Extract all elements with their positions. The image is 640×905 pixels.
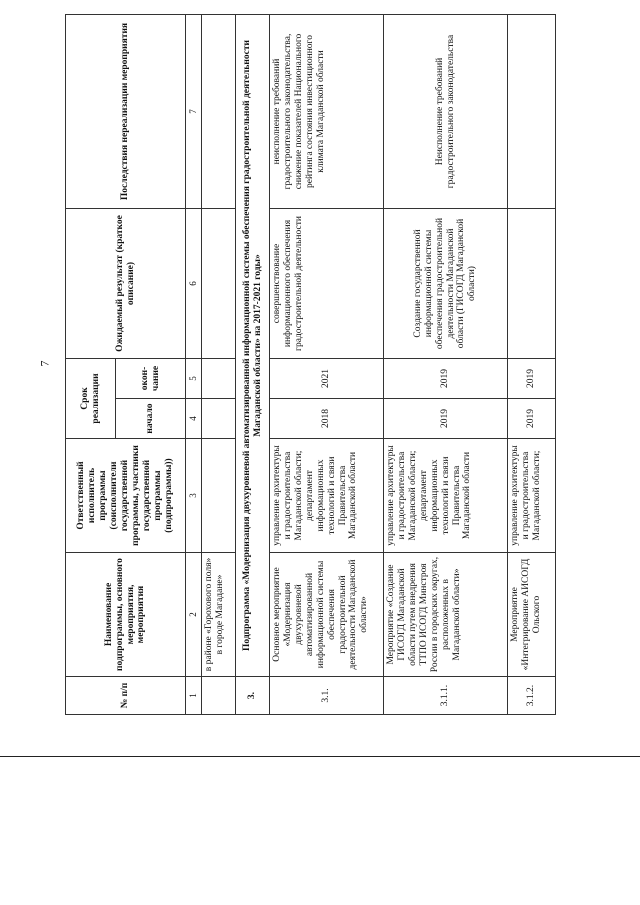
row-num: 3.1. [270,677,384,715]
row-name: Мероприятие «Создание ГИСОГД Магаданской области путем внедрения ТТПО ИСОГД Минстроя России в городских округах, расположенных в Магаданской области» [384,553,508,677]
row-responsible: управление архитектуры и градостроительства Магаданской области; [508,439,556,553]
subprogram-num: 3. [236,677,270,715]
row-name: Основное мероприятие «Модернизация двухуровневой автоматизированной информационной системы обеспечения градостроительной деятельности Магаданской области» [270,553,384,677]
measures-table [65,14,556,715]
header-consequences: Последствия нереализации мероприятия [66,15,186,209]
col-number: 1 [186,677,202,715]
row-consequences: неисполнение требований градостроительного законодательства, снижение показателей Национального рейтинга состояния инвестиционного климата Магаданской области [270,15,384,209]
subprogram-title: Подпрограмма «Модернизация двухуровневой автоматизированной информационной системы обеспечения градостроительной деятельности Магаданской области» на 2017-2021 годы» [236,15,270,677]
row-name: Мероприятие «Интегрирование АИСОГД Ольского [508,553,556,677]
row-start: 2019 [508,399,556,439]
header-start: начало [116,399,186,439]
row-num: 3.1.1. [384,677,508,715]
row-end: 2019 [508,359,556,399]
col-number: 7 [186,15,202,209]
header-responsible: Ответственный исполнитель программы (соисполнители государственной программы, участники государственной программы (подпрограммы)) [66,439,186,553]
header-name: Наименование подпрограммы, основного мероприятия, мероприятия [66,553,186,677]
col-number: 3 [186,439,202,553]
carryover-name: в районе «Горохового поля» в городе Магадане» [202,553,236,677]
col-number: 4 [186,399,202,439]
header-result: Ожидаемый результат (краткое описание) [66,209,186,359]
row-result: совершенствование информационного обеспечения градостроительной деятельности [270,209,384,359]
row-end: 2021 [270,359,384,399]
page-divider [0,756,640,757]
col-number: 5 [186,359,202,399]
header-end: окон-чание [116,359,186,399]
row-responsible: управление архитектуры и градостроительства Магаданской области; департамент информационных технологий и связи Правительства Магаданской области [270,439,384,553]
header-num: № п/п [66,677,186,715]
row-consequences: Неисполнение требований градостроительного законодательства [384,15,508,209]
row-start: 2018 [270,399,384,439]
row-result: Создание государственной информационной системы обеспечения градостроительной деятельности Магаданской области (ГИСОГД Магаданской области) [384,209,508,359]
rotated-table-frame [65,15,625,715]
row-result [508,209,556,359]
row-end: 2019 [384,359,508,399]
row-num: 3.1.2. [508,677,556,715]
col-number: 2 [186,553,202,677]
carryover-num [202,677,236,715]
row-responsible: управление архитектуры и градостроительства Магаданской области; департамент информационных технологий и связи Правительства Магаданской области [384,439,508,553]
row-consequences [508,15,556,209]
header-term: Срок реализации [66,359,116,439]
col-number: 6 [186,209,202,359]
row-start: 2019 [384,399,508,439]
page-number: 7 [37,360,52,367]
